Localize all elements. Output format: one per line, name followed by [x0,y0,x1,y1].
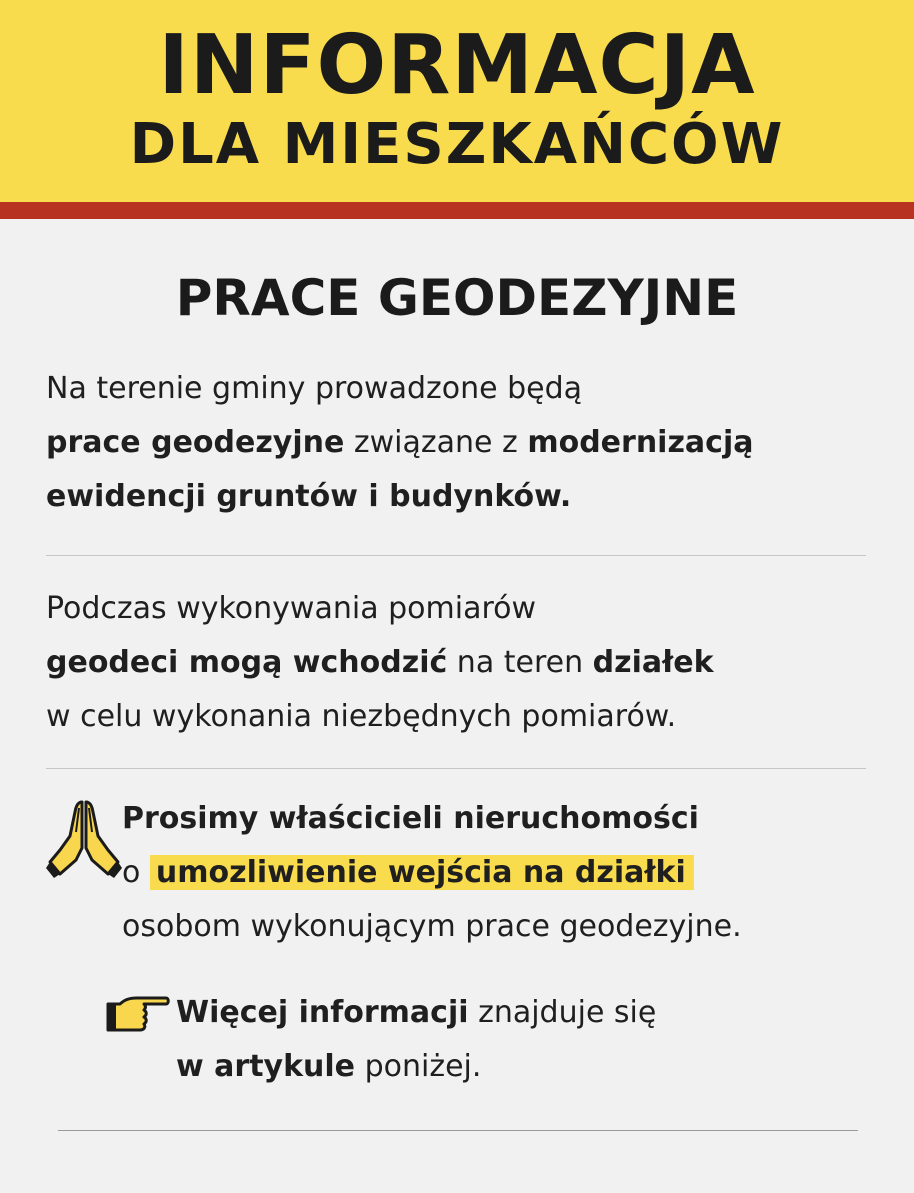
paragraph-request-line3 [122,900,742,954]
text: na teren [447,645,593,680]
text: Na terenie gminy prowadzone będą [46,371,583,406]
paragraph-request-line2 [122,846,742,900]
bold-text: geodeci mogą wchodzić [46,645,448,680]
bold-text: prace geodezyjne [46,425,345,460]
bold-text: w artykule [176,1049,356,1084]
paragraph-more-info [176,986,656,1094]
paragraph-intro-line2 [46,416,753,470]
bold-text: działek [592,645,714,680]
paragraph-request [122,792,742,954]
paragraph-measurements [46,582,714,744]
pointing-hand-icon [106,994,170,1032]
text: o [122,855,150,890]
header-subtitle: DLA MIESZKAŃCÓW [129,112,785,177]
text: związane z [344,425,528,460]
text: osobom wykonującym prace geodezyjne. [122,909,742,944]
highlighted-text: umozliwienie wejścia na działki [150,855,694,890]
header-stripe [0,202,914,219]
paragraph-intro [46,362,753,524]
paragraph-intro-line3 [46,470,753,524]
paragraph-more-info-line2 [176,1040,656,1094]
divider [46,768,866,769]
praying-hands-icon [46,796,122,880]
bold-text: Prosimy właścicieli nieruchomości [122,801,699,836]
paragraph-measurements-line1 [46,582,714,636]
paragraph-measurements-line2 [46,636,714,690]
text: Podczas wykonywania pomiarów [46,591,537,626]
divider [58,1130,858,1131]
header-title: INFORMACJA [158,18,756,113]
header-banner [0,0,914,202]
bold-text: Więcej informacji [176,995,469,1030]
text: w celu wykonania niezbędnych pomiarów. [46,699,677,734]
paragraph-more-info-line1 [176,986,656,1040]
text: znajduje się [468,995,657,1030]
divider [46,555,866,556]
bold-text: ewidencji gruntów i budynków. [46,479,572,514]
page-title: PRACE GEODEZYJNE [175,269,739,327]
text: poniżej. [355,1049,482,1084]
paragraph-measurements-line3 [46,690,714,744]
paragraph-intro-line1 [46,362,753,416]
paragraph-request-line1 [122,792,742,846]
bold-text: modernizacją [527,425,754,460]
